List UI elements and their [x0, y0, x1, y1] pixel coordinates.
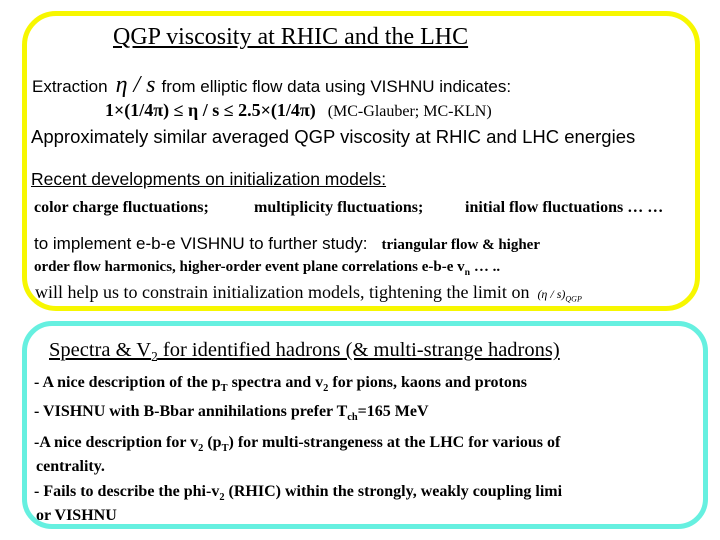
spectra-heading-sub: 2 — [151, 349, 158, 365]
extraction-line — [32, 72, 511, 99]
implement-line — [34, 234, 540, 254]
formula-note: (MC-Glauber; MC-KLN) — [327, 103, 492, 120]
item-color-charge: color charge fluctuations; — [34, 199, 209, 216]
line3-sub-2: 2 — [198, 443, 204, 455]
implement-topics-b-text: order flow harmonics, higher-order event plane correlations e-b-e v — [34, 259, 465, 275]
implement-topics-b — [34, 259, 500, 278]
eta-over-s-symbol: η / s — [115, 72, 156, 98]
viscosity-formula-line — [105, 100, 492, 121]
vn-subscript: n — [464, 267, 471, 278]
spectra-line-6: or VISHNU — [36, 507, 117, 524]
line2-post: =165 MeV — [357, 403, 429, 420]
line3-sub-t: T — [221, 443, 229, 455]
spectra-line-1 — [34, 374, 527, 394]
extraction-suffix: from elliptic flow data using VISHNU indicates: — [161, 77, 512, 96]
spectra-heading-post: for identified hadrons (& multi-strange hadrons) — [157, 339, 560, 361]
item-multiplicity: multiplicity fluctuations; — [254, 199, 424, 216]
line3-post: ) for multi-strangeness at the LHC for various of — [228, 434, 561, 451]
spectra-line-4: centrality. — [36, 458, 105, 475]
implement-topics-a: triangular flow & higher — [381, 237, 540, 253]
line1-sub-2: 2 — [323, 383, 329, 395]
constrain-line — [35, 282, 582, 303]
eta-over-s-qgp-symbol — [537, 287, 582, 304]
line5-pre: - Fails to describe the phi-v — [34, 483, 220, 500]
implement-topics-b-ellipsis: … .. — [470, 259, 501, 275]
line1-sub-t: T — [220, 383, 228, 395]
spectra-line-2 — [34, 403, 429, 423]
recent-developments-heading: Recent developments on initialization models: — [31, 169, 387, 189]
conclusion-text: Approximately similar averaged QGP viscosity at RHIC and LHC energies — [31, 126, 636, 147]
line1-post: for pions, kaons and protons — [328, 374, 527, 391]
spectra-line-5 — [34, 483, 562, 503]
eta-over-s-qgp-main: (η / s) — [537, 287, 566, 301]
spectra-line-3 — [34, 434, 560, 454]
spectra-heading — [49, 339, 560, 365]
item-initial-flow: initial flow fluctuations … … — [465, 199, 664, 216]
implement-prefix: to implement e-b-e VISHNU to further study: — [34, 234, 368, 253]
viscosity-formula: 1×(1/4π) ≤ η / s ≤ 2.5×(1/4π) — [105, 100, 316, 120]
line5-sub-2: 2 — [219, 492, 225, 504]
slide-title: QGP viscosity at RHIC and the LHC — [113, 24, 469, 50]
line3-mid: (p — [203, 434, 222, 451]
line5-post: (RHIC) within the strongly, weakly coupling limi — [224, 483, 563, 500]
line1-pre: - A nice description of the p — [34, 374, 221, 391]
line1-mid: spectra and v — [227, 374, 324, 391]
qgp-subscript: QGP — [565, 294, 582, 304]
line3-pre: -A nice description for v — [34, 434, 199, 451]
spectra-heading-pre: Spectra & V — [49, 339, 152, 361]
constrain-text: will help us to constrain initialization models, tightening the limit on — [35, 282, 530, 302]
extraction-prefix: Extraction — [32, 77, 108, 96]
line2-pre: - VISHNU with B-Bbar annihilations prefer T — [34, 403, 348, 420]
line2-sub-ch: ch — [347, 412, 358, 424]
